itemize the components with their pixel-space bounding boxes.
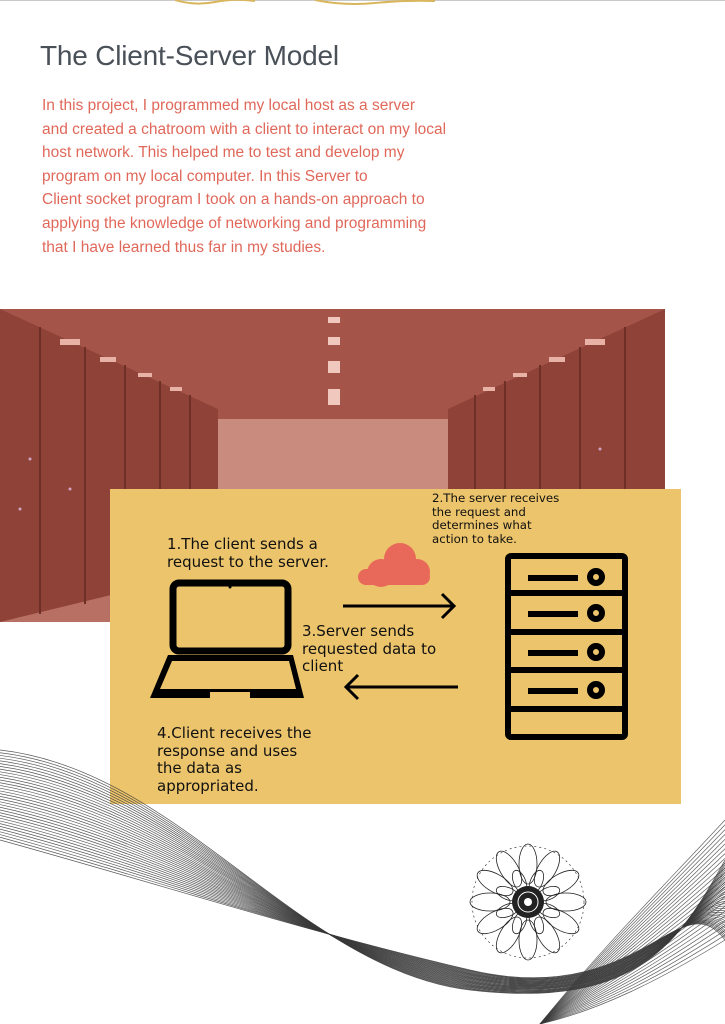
step-line: 1.The client sends a	[167, 535, 318, 553]
step-line: the data as	[157, 759, 242, 777]
page-title: The Client-Server Model	[40, 40, 339, 71]
intro-line: program on my local computer. In this Server to	[42, 167, 368, 185]
step-line: client	[302, 657, 344, 675]
step-line: action to take.	[432, 531, 517, 546]
step-2-text	[432, 492, 602, 546]
server-rack-icon	[508, 556, 625, 737]
step-3-text	[302, 623, 477, 676]
arrow-right-icon	[343, 594, 454, 618]
decorative-wave-lines	[0, 740, 725, 1024]
intro-line: that I have learned thus far in my studies.	[42, 238, 326, 256]
intro-line: Client socket program I took on a hands-on approach to	[42, 191, 425, 209]
intro-paragraph	[42, 94, 517, 259]
step-line: appropriated.	[157, 776, 259, 795]
intro-line: and created a chatroom with a client to interact on my local	[42, 120, 447, 138]
step-line: requested data to	[302, 639, 437, 658]
step-line: response and uses	[157, 741, 298, 760]
step-line: the request and	[432, 504, 526, 519]
step-line: 3.Server sends	[302, 622, 415, 640]
intro-line: applying the knowledge of networking and programming	[42, 214, 427, 232]
top-ornament	[175, 0, 435, 6]
mandala-ornament	[466, 840, 590, 964]
step-line: request to the server.	[167, 552, 329, 571]
intro-line: host network. This helped me to test and develop my	[42, 144, 405, 162]
step-1-text	[167, 536, 377, 571]
step-line: determines what	[432, 518, 532, 533]
step-line: 4.Client receives the	[157, 724, 312, 742]
arrow-left-icon	[346, 675, 458, 699]
step-line: 2.The server receives	[432, 491, 560, 505]
laptop-icon	[150, 583, 304, 698]
intro-line: In this project, I programmed my local host as a server	[42, 97, 416, 114]
